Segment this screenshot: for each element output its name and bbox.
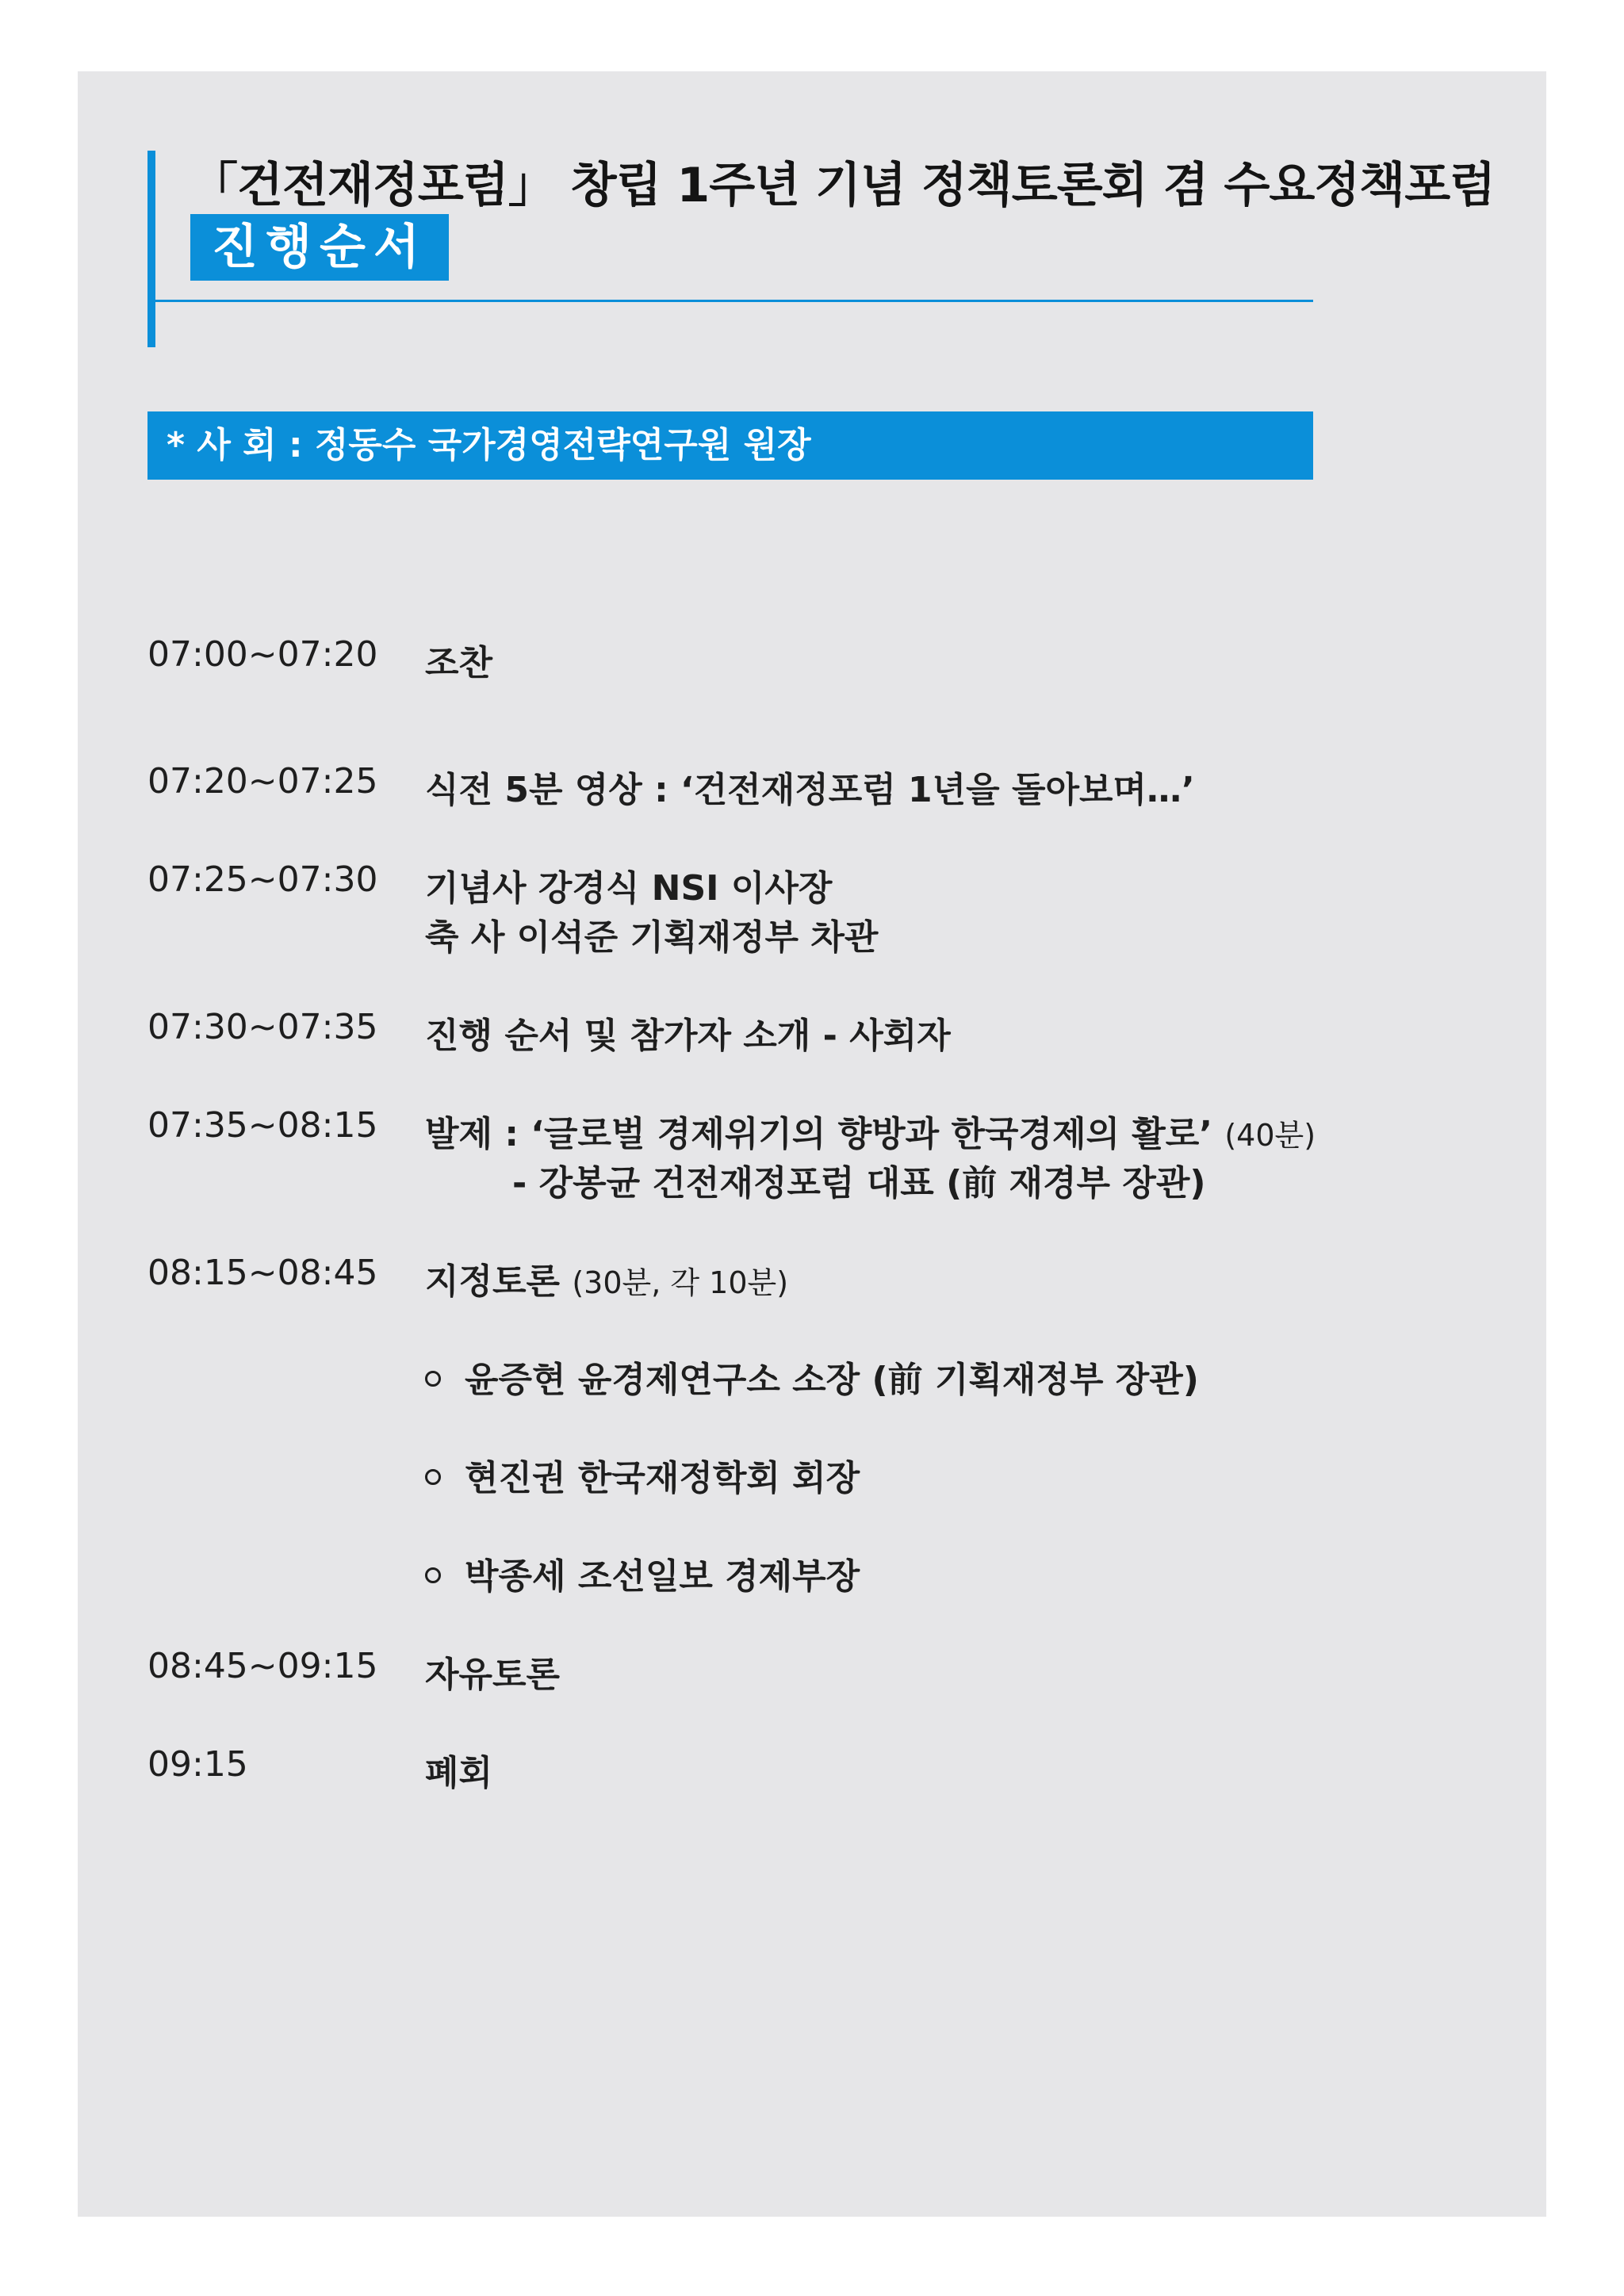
schedule-time: 08:15~08:45 [147,1253,378,1293]
schedule-time: 07:20~07:25 [147,761,378,802]
header-divider [147,300,1313,302]
schedule-duration-note: (30분, 각 10분) [572,1265,789,1300]
schedule-time: 07:35~08:15 [147,1105,378,1146]
schedule-item: 자유토론 [425,1655,561,1695]
circle-bullet-icon [425,1469,441,1485]
circle-bullet-icon [425,1567,441,1583]
schedule-item: 조찬 [425,643,493,683]
host-banner [147,411,1313,480]
panelist-item [425,1548,860,1598]
schedule-duration-note: (40분) [1224,1118,1316,1153]
schedule-time: 09:15 [147,1744,248,1785]
program-subtitle-badge: 진행순서 [190,214,449,281]
host-text: * 사 회 : 정동수 국가경영전략연구원 원장 [167,425,811,465]
panelist-name: 윤증현 윤경제연구소 소장 (前 기획재정부 장관) [465,1360,1199,1400]
panelist-name: 현진권 한국재정학회 회장 [465,1458,860,1498]
schedule-item-text: 지정토론 [425,1261,561,1302]
panelist-item [425,1449,860,1500]
schedule-item: 진행 순서 및 참가자 소개 - 사회자 [425,1016,951,1056]
title-accent-bar [147,151,155,347]
schedule-time: 08:45~09:15 [147,1646,378,1686]
schedule-item [425,1105,1316,1156]
schedule-item: 식전 5분 영상 : ‘건전재정포럼 1년을 돌아보며…’ [425,770,1195,810]
schedule-item-text: 발제 : ‘글로벌 경제위기의 향방과 한국경제의 활로’ [425,1114,1213,1154]
schedule-item [425,1253,788,1303]
schedule-item: 폐회 [425,1753,493,1793]
panelist-name: 박종세 조선일보 경제부장 [465,1556,860,1597]
schedule-time: 07:00~07:20 [147,634,378,675]
schedule-item: 기념사 강경식 NSI 이사장 [425,868,833,909]
circle-bullet-icon [425,1371,441,1387]
presenter-line: - 강봉균 건전재정포럼 대표 (前 재경부 장관) [512,1163,1206,1203]
panelist-item [425,1351,1199,1402]
document-title: 「건전재정포럼」 창립 1주년 기념 정책토론회 겸 수요정책포럼 [190,158,1496,213]
schedule-time: 07:30~07:35 [147,1007,378,1047]
schedule-item-secondary: 축 사 이석준 기획재정부 차관 [425,917,879,958]
schedule-time: 07:25~07:30 [147,859,378,900]
